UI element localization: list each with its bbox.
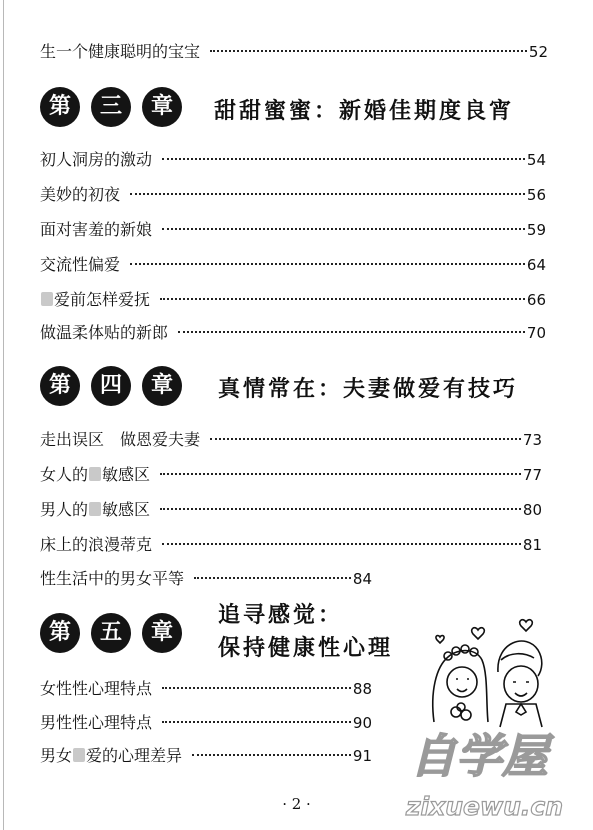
toc-entry-title: 美妙的初夜 xyxy=(40,185,121,204)
toc-entry[interactable] xyxy=(40,288,546,312)
toc-entry-title: 男性性心理特点 xyxy=(40,713,153,732)
leader-dots xyxy=(178,331,525,333)
toc-entry[interactable] xyxy=(40,218,546,242)
leader-dots xyxy=(160,473,521,475)
toc-entry-title: 面对害羞的新娘 xyxy=(40,220,153,239)
toc-entry-page: 77 xyxy=(522,466,542,484)
chapter-badge: 第 xyxy=(40,613,80,653)
svg-text:zixuewu.cn: zixuewu.cn xyxy=(406,792,564,821)
toc-entry-title: 性生活中的男女平等 xyxy=(40,569,185,588)
leader-dots xyxy=(162,687,351,689)
chapter-5-title-line2: 保持健康性心理 xyxy=(218,636,394,661)
toc-entry-page: 73 xyxy=(522,431,542,449)
toc-entry-title xyxy=(40,744,182,768)
toc-entry-page: 56 xyxy=(526,186,546,204)
toc-entry[interactable] xyxy=(40,463,542,487)
toc-entry-title: 初人洞房的激动 xyxy=(40,150,153,169)
leader-dots xyxy=(130,193,525,195)
toc-entry[interactable] xyxy=(40,567,372,591)
toc-entry[interactable] xyxy=(40,428,542,452)
toc-entry-title-part: 爱的心理差异 xyxy=(86,746,183,765)
toc-entry-page: 66 xyxy=(526,291,546,309)
toc-entry-page: 70 xyxy=(526,324,546,342)
chapter-5-title-line1: 追寻感觉： xyxy=(218,603,344,628)
censored-glyph xyxy=(89,467,101,481)
svg-text:自学屋: 自学屋 xyxy=(410,729,548,783)
toc-entry-title-part: 男女 xyxy=(40,746,73,765)
chapter-5-badges xyxy=(40,613,193,653)
toc-entry-title-part: 女人的 xyxy=(40,465,89,484)
toc-entry[interactable] xyxy=(40,148,546,172)
chapter-4-badges xyxy=(40,366,193,406)
toc-entry[interactable] xyxy=(40,498,542,522)
toc-entry-title-part: 敏感区 xyxy=(102,500,151,519)
censored-glyph xyxy=(89,502,101,516)
leader-dots xyxy=(210,50,527,52)
toc-entry-page: 81 xyxy=(522,536,542,554)
chapter-badge: 章 xyxy=(142,613,182,653)
toc-entry-page: 90 xyxy=(352,714,372,732)
leader-dots xyxy=(162,158,525,160)
toc-entry-title-part: 男人的 xyxy=(40,500,89,519)
toc-entry-page: 91 xyxy=(352,747,372,765)
toc-entry-title: 床上的浪漫蒂克 xyxy=(40,535,153,554)
leader-dots xyxy=(130,263,525,265)
toc-entry-title: 交流性偏爱 xyxy=(40,255,121,274)
toc-entry[interactable] xyxy=(40,40,548,64)
toc-entry-title: 生一个健康聪明的宝宝 xyxy=(40,42,201,61)
toc-entry-title xyxy=(40,288,150,312)
leader-dots xyxy=(162,228,525,230)
toc-entry[interactable] xyxy=(40,533,542,557)
toc-entry[interactable] xyxy=(40,711,372,735)
leader-dots xyxy=(192,754,351,756)
leader-dots xyxy=(162,543,521,545)
leader-dots xyxy=(210,438,521,440)
toc-entry-page: 64 xyxy=(526,256,546,274)
toc-entry-title-part: 敏感区 xyxy=(102,465,151,484)
leader-dots xyxy=(160,298,525,300)
censored-glyph xyxy=(73,748,85,762)
chapter-badge: 第 xyxy=(40,366,80,406)
toc-entry-title: 走出误区 做恩爱夫妻 xyxy=(40,430,201,449)
toc-entry[interactable] xyxy=(40,744,372,768)
chapter-badge: 第 xyxy=(40,87,80,127)
couple-illustration xyxy=(426,612,556,732)
toc-entry[interactable] xyxy=(40,677,372,701)
page-number: · 2 · xyxy=(282,795,311,813)
toc-entry-title: 做温柔体贴的新郎 xyxy=(40,323,169,342)
chapter-badge: 四 xyxy=(91,366,131,406)
chapter-4-title: 真情常在：夫妻做爱有技巧 xyxy=(218,377,519,402)
chapter-badge: 三 xyxy=(91,87,131,127)
toc-entry-title xyxy=(40,498,150,522)
censored-glyph xyxy=(41,292,53,306)
toc-entry-page: 59 xyxy=(526,221,546,239)
toc-entry-title xyxy=(40,463,150,487)
toc-entry-page: 84 xyxy=(352,570,372,588)
toc-entry-page: 54 xyxy=(526,151,546,169)
leader-dots xyxy=(162,721,351,723)
toc-entry-page: 88 xyxy=(352,680,372,698)
chapter-3-title: 甜甜蜜蜜：新婚佳期度良宵 xyxy=(214,99,515,124)
toc-entry[interactable] xyxy=(40,321,546,345)
chapter-3-badges xyxy=(40,87,193,127)
leader-dots xyxy=(160,508,521,510)
toc-entry-title: 女性性心理特点 xyxy=(40,679,153,698)
chapter-badge: 章 xyxy=(142,87,182,127)
chapter-badge: 章 xyxy=(142,366,182,406)
toc-entry[interactable] xyxy=(40,253,546,277)
chapter-badge: 五 xyxy=(91,613,131,653)
toc-entry[interactable] xyxy=(40,183,546,207)
toc-entry-page: 52 xyxy=(528,43,548,61)
toc-entry-title-part: 爱前怎样爱抚 xyxy=(54,290,151,309)
toc-entry-page: 80 xyxy=(522,501,542,519)
page-edge xyxy=(3,0,4,830)
leader-dots xyxy=(194,577,351,579)
